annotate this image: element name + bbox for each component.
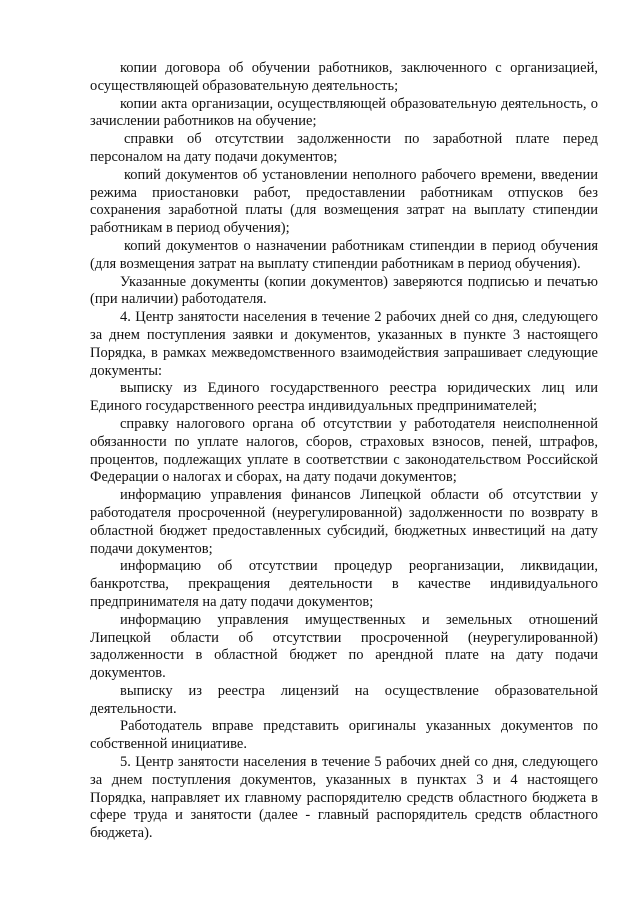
paragraph-item-4: 4. Центр занятости населения в течение 2 рабочих дней со дня, следующего за днем поступления заявки и документов, указанных в пункте 3 настоящего Порядка, в рамках межведомственного взаимодействия запрашивает следующие документы:: [90, 309, 598, 379]
document-page: [90, 60, 598, 843]
paragraph-no-wage-debt: справки об отсутствии задолженности по заработной плате перед персоналом на дату подачи документов;: [90, 131, 598, 165]
paragraph-enrollment-act: копии акта организации, осуществляющей образовательную деятельность, о зачислении работников на обучение;: [90, 95, 598, 130]
paragraph-bankruptcy-info: информацию об отсутствии процедур реорганизации, ликвидации, банкротства, прекращения деятельности в качестве индивидуального предпринимателя на дату подачи документов;: [90, 558, 598, 610]
paragraph-contract-copies: копии договора об обучении работников, заключенного с организацией, осуществляющей образовательную деятельность;: [90, 60, 598, 94]
paragraph-part-time-docs: копий документов об установлении неполного рабочего времени, введении режима приостановки работ, предоставлении работникам отпусков без сохранения заработной платы (для возмещения затрат на выплату стипендии работникам в период обучения);: [90, 166, 598, 237]
paragraph-certification: Указанные документы (копии документов) заверяются подписью и печатью (при наличии) работодателя.: [90, 273, 598, 308]
paragraph-license-extract: выписку из реестра лицензий на осуществление образовательной деятельности.: [90, 682, 598, 717]
paragraph-originals: Работодатель вправе представить оригиналы указанных документов по собственной инициативе.: [90, 718, 598, 753]
paragraph-item-5: 5. Центр занятости населения в течение 5 рабочих дней со дня, следующего за днем поступления документов, указанных в пунктах 3 и 4 настоящего Порядка, направляет их главному распорядителю средств областного бюджета в сфере труда и занятости (далее - главный распорядитель средств областного бюджета).: [90, 754, 598, 842]
paragraph-finance-info: информацию управления финансов Липецкой области об отсутствии у работодателя просроченной (неурегулированной) задолженности по возврату в областной бюджет предоставленных субсидий, бюджетных инвестиций на дату подачи документов;: [90, 487, 598, 557]
paragraph-stipend-docs: копий документов о назначении работникам стипендии в период обучения (для возмещения затрат на выплату стипендии работникам в период обучения).: [90, 237, 598, 272]
paragraph-property-info: информацию управления имущественных и земельных отношений Липецкой области об отсутствии просроченной (неурегулированной) задолженности в областной бюджет по арендной плате на дату подачи документов.: [90, 611, 598, 682]
paragraph-tax-certificate: справку налогового органа об отсутствии у работодателя неисполненной обязанности по уплате налогов, сборов, страховых взносов, пеней, штрафов, процентов, подлежащих уплате в соответствии с законодательством Российской Федерации о налогах и сборах, на дату подачи документов;: [90, 415, 598, 486]
paragraph-registry-extract: выписку из Единого государственного реестра юридических лиц или Единого государственного реестра индивидуальных предпринимателей;: [90, 380, 598, 415]
